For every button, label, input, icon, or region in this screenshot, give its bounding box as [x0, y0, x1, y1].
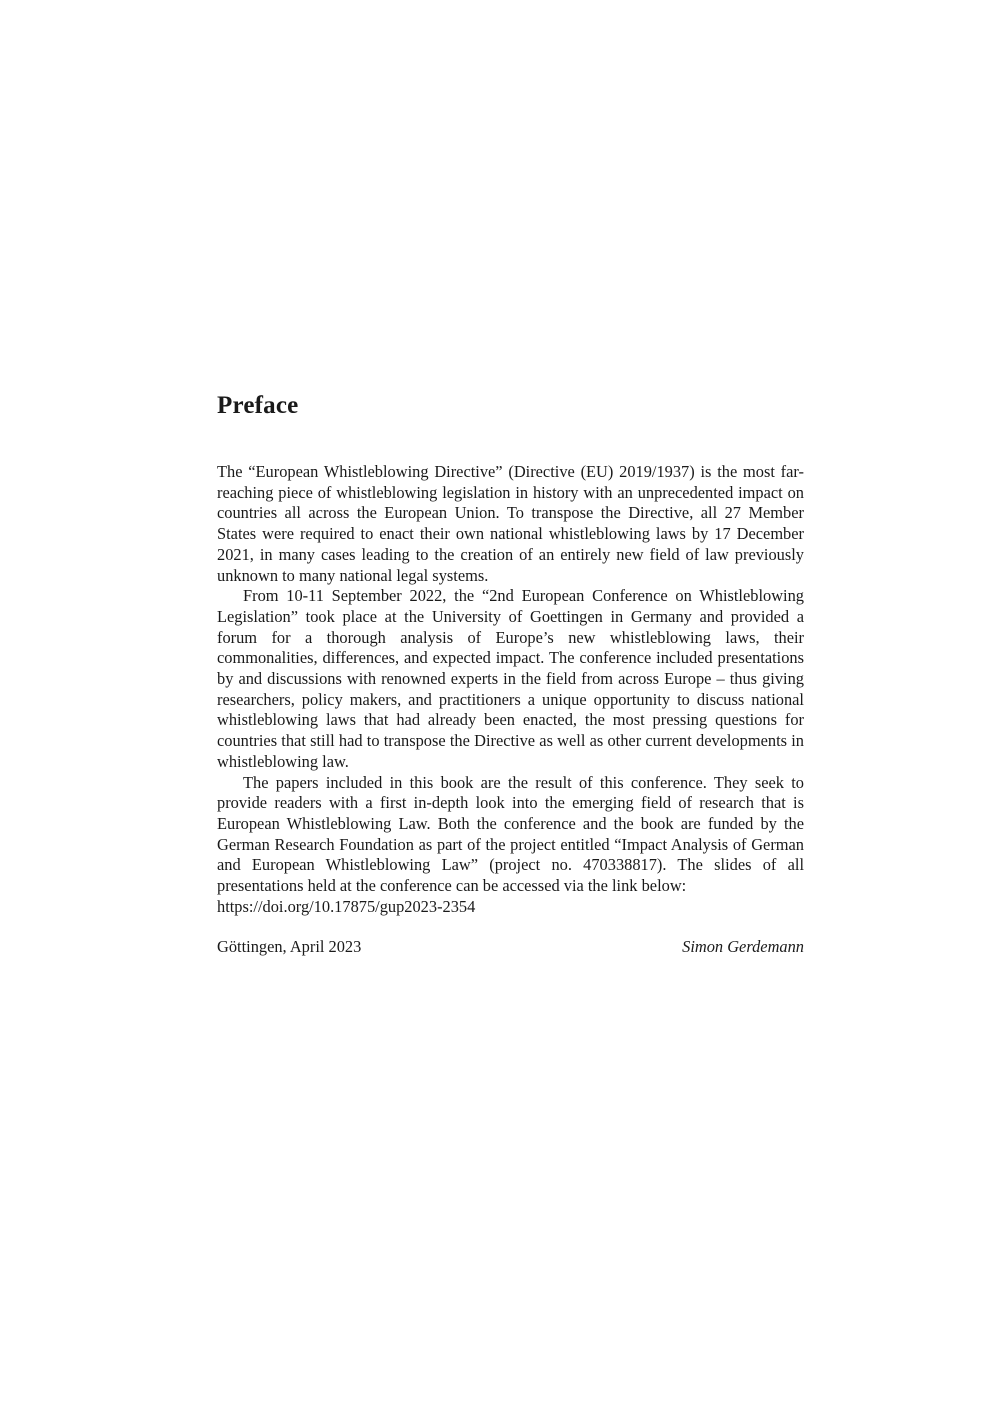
paragraph-2: From 10-11 September 2022, the “2nd European Conference on Whistleblowing Legislation” took place at the University of Goettingen in Germany and provided a forum for a thorough analysis of Europe’s new whistleblowing laws, their commonalities, differences, and expected impact. The conference included presentations by and discussions with renowned experts in the field from across Europe – thus giving researchers, policy makers, and practitioners a unique opportunity to discuss national whistleblowing laws that had already been enacted, the most pressing questions for countries that still had to transpose the Directive as well as other current developments in whistleblowing law.: [217, 586, 804, 771]
author-name: Simon Gerdemann: [682, 937, 804, 956]
place-date: Göttingen, April 2023: [217, 937, 362, 956]
paragraph-3-text: The papers included in this book are the result of this conference. They seek to provide readers with a first in-depth look into the emerging field of research that is European Whistleblowing Law. Both the conference and the book are funded by the German Research Foundation as part of the project entitled “Impact Analysis of German and European Whistleblowing Law” (project no. 470338817). The slides of all presentations held at the conference can be accessed via the link below:: [217, 772, 804, 896]
paragraph-3: [217, 773, 804, 918]
signoff: [217, 937, 804, 958]
preface-body: [217, 462, 804, 917]
doi-link[interactable]: https://doi.org/10.17875/gup2023-2354: [217, 896, 476, 916]
page-title: Preface: [217, 392, 299, 419]
paragraph-1: The “European Whistleblowing Directive” (Directive (EU) 2019/1937) is the most far-reaching piece of whistleblowing legislation in history with an unprecedented impact on countries all across the European Union. To transpose the Directive, all 27 Member States were required to enact their own national whistleblowing laws by 17 December 2021, in many cases leading to the creation of an entirely new field of law previously unknown to many national legal systems.: [217, 462, 804, 585]
